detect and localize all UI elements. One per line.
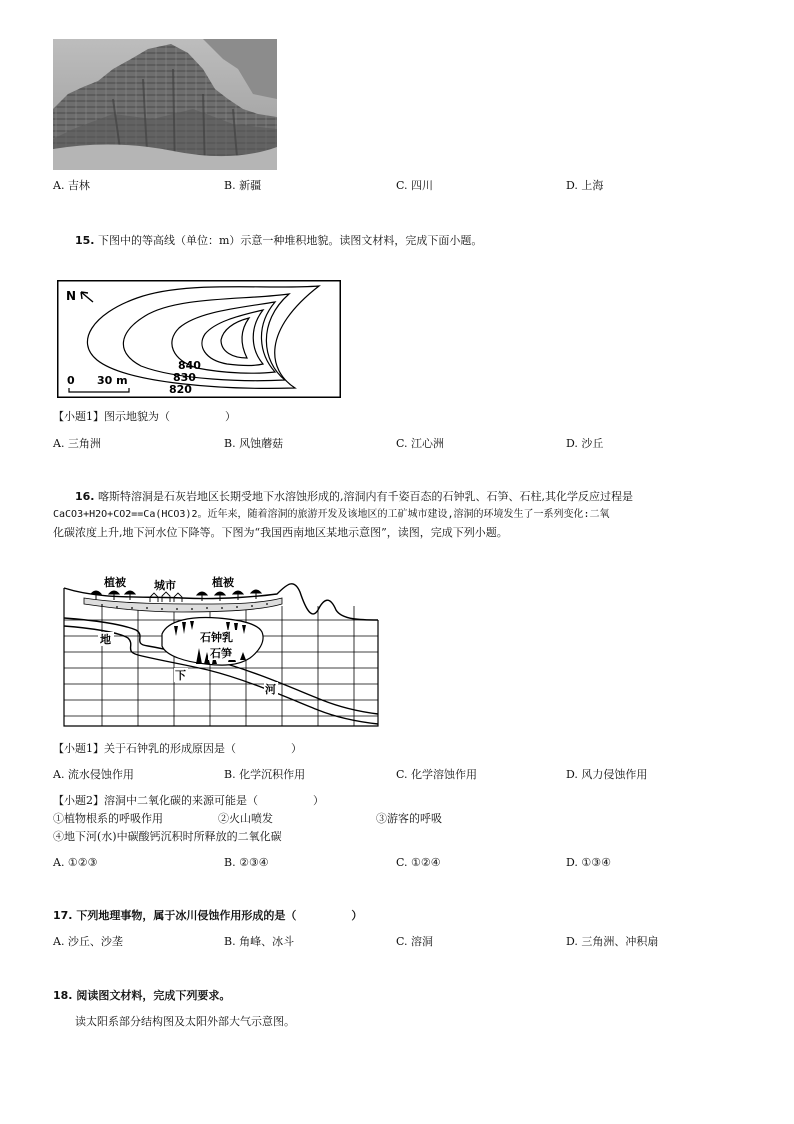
- q15-sub1: 【小题1】图示地貌为（ ）: [53, 410, 236, 423]
- q18-number: 18.: [53, 989, 73, 1002]
- q16-sub2-item-1: ①植物根系的呼吸作用: [53, 812, 163, 825]
- q18-line: 读太阳系部分结构图及太阳外部大气示意图。: [75, 1015, 295, 1028]
- q17-option-c: C. 溶洞: [396, 935, 434, 948]
- karst-diagram: [62, 570, 380, 728]
- label-xia: 下: [175, 669, 186, 682]
- q16-sub1: 【小题1】关于石钟乳的形成原因是（ ）: [53, 742, 302, 755]
- q16-line2: CaCO3+H2O+CO2==Ca(HCO3)2。近年来，随着溶洞的旅游开发及该地区的工矿城市建设,溶洞的环境发生了一系列变化:二氧: [53, 509, 610, 520]
- contour-map: [57, 280, 341, 398]
- q16-sub1-option-a: A. 流水侵蚀作用: [53, 768, 134, 781]
- q16-sub2-item-2: ②火山喷发: [218, 812, 273, 825]
- q15-option-a: A. 三角洲: [53, 437, 101, 450]
- contour-label-840: 840: [178, 359, 201, 372]
- q15-option-b: B. 风蚀蘑菇: [224, 437, 284, 450]
- q16-sub2-item-3: ③游客的呼吸: [376, 812, 442, 825]
- label-stalagmite: 石笋: [210, 647, 232, 660]
- q15-stem: [75, 233, 482, 249]
- q14-option-b: B. 新疆: [224, 179, 262, 192]
- q16-sub2-option-d: D. ①③④: [566, 856, 612, 869]
- q16-number: 16.: [75, 490, 95, 503]
- contour-label-820: 820: [169, 383, 192, 396]
- q16-sub2-option-a: A. ①②③: [53, 856, 98, 869]
- q16-sub2-option-b: B. ②③④: [224, 856, 269, 869]
- q14-option-a: A. 吉林: [53, 179, 90, 192]
- q18-stem-text: 阅读图文材料，完成下列要求。: [76, 989, 231, 1002]
- label-he: 河: [265, 683, 276, 696]
- label-vegetation-right: 植被: [212, 576, 234, 589]
- north-label: N: [66, 289, 77, 303]
- q16-sub2: 【小题2】溶洞中二氧化碳的来源可能是（ ）: [53, 794, 324, 807]
- q17-option-d: D. 三角洲、冲积扇: [566, 935, 659, 948]
- q17-stem: [53, 908, 362, 924]
- q16-line3: 化碳浓度上升,地下河水位下降等。下图为“我国西南地区某地示意图”，读图，完成下列小题。: [53, 526, 508, 539]
- q15-option-d: D. 沙丘: [566, 437, 604, 450]
- contour-label-830: 830: [173, 371, 196, 384]
- label-vegetation-left: 植被: [104, 576, 126, 589]
- q17-number: 17.: [53, 909, 73, 922]
- q17-option-a: A. 沙丘、沙垄: [53, 935, 123, 948]
- q16-sub1-option-d: D. 风力侵蚀作用: [566, 768, 648, 781]
- q16-line1: [75, 489, 633, 505]
- q17-option-b: B. 角峰、冰斗: [224, 935, 295, 948]
- label-city: 城市: [154, 579, 176, 592]
- q15-number: 15.: [75, 234, 95, 247]
- q14-option-d: D. 上海: [566, 179, 604, 192]
- label-stalactite: 石钟乳: [200, 631, 233, 644]
- q15-option-c: C. 江心洲: [396, 437, 445, 450]
- q16-sub2-item-4: ④地下河(水)中碳酸钙沉积时所释放的二氧化碳: [53, 830, 282, 843]
- q16-sub1-option-c: C. 化学溶蚀作用: [396, 768, 478, 781]
- label-di: 地: [100, 633, 111, 646]
- q18-stem: [53, 988, 230, 1004]
- landform-photo: [53, 39, 277, 170]
- q17-stem-text: 下列地理事物，属于冰川侵蚀作用形成的是（ ）: [76, 909, 363, 922]
- scale-zero: 0: [67, 374, 75, 387]
- q16-line1-text: 喀斯特溶洞是石灰岩地区长期受地下水溶蚀形成的,溶洞内有千姿百态的石钟乳、石笋、石柱,其化学反应过程是: [98, 490, 633, 503]
- q15-stem-text: 下图中的等高线（单位：m）示意一种堆积地貌。读图文材料，完成下面小题。: [98, 234, 483, 247]
- scale-distance: 30 m: [97, 374, 128, 387]
- q14-option-c: C. 四川: [396, 179, 434, 192]
- q16-sub1-option-b: B. 化学沉积作用: [224, 768, 306, 781]
- q16-sub2-option-c: C. ①②④: [396, 856, 441, 869]
